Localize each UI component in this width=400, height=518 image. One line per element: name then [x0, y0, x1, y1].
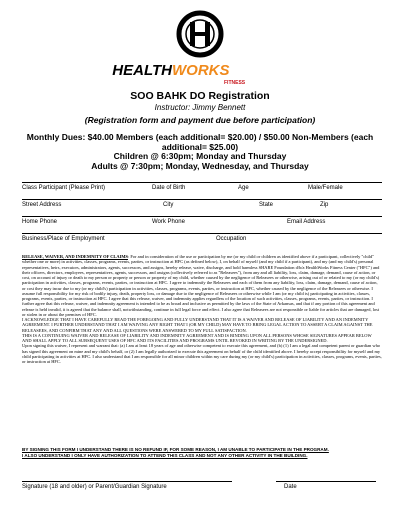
email-label: Email Address: [287, 219, 326, 225]
city-label: City: [163, 202, 174, 208]
waiver-body: : For and in consideration of the use or participation by me (or my child or children as identified above if a participant, collectively "child" whether one or more) in activities, classes, programs, events, parties, or instruction at HFC (as defined below), I, on behalf of myself (and my child if a participant), and my (and my child's) personal representatives, heirs, executors, administrators, agents, successors, and assigns, hereby release, waive, discharge, and hold harmless SHARE Foundation d/b/a HealthWorks Fitness Center ("HFC") and their officers, directors, employees, representatives, agents, successors, and assigns (collectively referred to as "Releasees"), from any and all liability, loss, claim, damage, demand, cause of action, or cost, on account of injury or death to my person or property or person or property of my child, whether caused by the negligence of Releasees or otherwise, arising out of or related to my (or my child's) participation in activities, classes, programs, events, parties, or instruction at HFC. I agree to indemnify the Releasees and each of them from any liability, loss, claim, damage, demand, cause of action, or cost they may incur due to my (or my child's) participation in activities, classes, programs, events, parties, or instruction at HFC, whether caused by the negligence of the Releasees or otherwise. I assume full responsibility for my risk of bodily injury, death, property loss, or damage due to the negligence of Releasees or otherwise while I am (or my child is) participating in activities, classes, programs, events, parties, or instruction at HFC. I agree that this release, waiver, and indemnity applies regardless of the location of such activities, classes, programs, events, parties, or instruction. I further agree that this release, waiver, and indemnity agreement is intended to be as broad and inclusive as permitted by the laws of the State of Arkansas, and that if any portion of this agreement and release is held invalid, it is agreed that the balance shall, notwithstanding, continue in full legal force and effect. I also agree that Releasees are not responsible or liable for articles that are damaged, lost or stolen in or about the premises of HFC.: [22, 254, 380, 317]
gender-label: Male/Female: [308, 185, 343, 191]
dues-line-2: additional= $25.00): [161, 141, 239, 152]
date-label: Date: [284, 484, 297, 490]
logo-wordmark-right: WORKS: [172, 62, 230, 79]
zip-label: Zip: [320, 202, 329, 208]
instructor-name: Instructor: Jimmy Bennett: [154, 103, 246, 112]
age-label: Age: [238, 185, 249, 191]
waiver-heading: RELEASE, WAIVER, AND INDEMNITY OF CLAIMS: [22, 254, 128, 259]
participant-label: Class Participant (Please Print): [22, 185, 106, 191]
refund-notice: [22, 447, 382, 459]
waiver-paragraph-2: I ACKNOWLEDGE THAT I HAVE CAREFULLY READ THE FOREGOING AND FULLY UNDERSTAND THAT IT IS A WAIVER AND RELEASE OF LIABILITY AND AN INDEMNITY AGREEMENT. I FURTHER UNDERSTAND THAT I AM WAIVING ANY RIGHT THAT I (OR MY CHILD) MAY HAVE TO BRING LEGAL ACTION TO ASSERT A CLAIM AGAINST THE RELEASEES, AND CONFIRM THAT ANY AND ALL QUESTIONS WERE ANSWERED TO MY FULL SATISFACTION.: [22, 317, 373, 333]
healthworks-logo: [0, 8, 400, 88]
logo-emblem: [179, 13, 221, 55]
occupation-label: Occupation: [216, 236, 247, 242]
registration-note: (Registration form and payment due before participation): [84, 115, 316, 125]
signature-label: Signature (18 and older) or Parent/Guardian Signature: [22, 484, 167, 490]
dues-block: [0, 133, 400, 171]
state-label: State: [259, 202, 274, 208]
waiver-paragraph-1: [22, 254, 382, 317]
waiver-paragraph-3: THIS IS A CONTINUING WAIVER AND RELEASE OF LIABILITY AND INDEMNITY AGREEMENT AND IS BINDING UPON ALL PERSONS WHOSE SIGNATURES APPEAR BELOW AND SHALL APPLY TO ALL SUBSEQUENT USES OF HFC AND ITS FACILITIES AND PROGRAMS UNTIL REVOKED IN WRITING BY THE UNDERSIGNED.: [22, 332, 372, 343]
dob-label: Date of Birth: [152, 185, 186, 191]
participant-line[interactable]: [22, 182, 382, 183]
employment-label: Business/Place of Employment: [22, 236, 105, 242]
adults-schedule: Adults @ 7:30pm; Monday, Wednesday, and Thursday: [91, 160, 309, 171]
logo-wordmark-left: HEALTH: [112, 62, 172, 79]
dues-line-1: Monthly Dues: $40.00 Members (each additional= $20.00) / $50.00 Non-Members (each: [26, 132, 374, 142]
employment-line[interactable]: [22, 233, 382, 234]
refund-notice-line-2: I ALSO UNDERSTAND I ONLY HAVE AUTHORIZATION TO ATTEND THIS CLASS AND NOT ANY OTHER ACTIVITY IN THE BUILDING.: [22, 453, 308, 458]
page-title: SOO BAHK DO Registration: [130, 90, 270, 102]
address-line[interactable]: [22, 199, 382, 200]
children-schedule: Children @ 6:30pm; Monday and Thursday: [113, 151, 287, 161]
date-line[interactable]: [276, 481, 376, 482]
street-label: Street Address: [22, 202, 62, 208]
work-phone-label: Work Phone: [152, 219, 185, 225]
refund-notice-line-1: BY SIGNING THIS FORM I UNDERSTAND THERE IS NO REFUND IF, FOR SOME REASON, I AM UNABLE TO PARTICIPATE IN THE PROGRAM.: [22, 447, 329, 452]
phone-line[interactable]: [22, 216, 382, 217]
logo-subtext: FITNESS: [224, 80, 246, 86]
waiver-paragraph-4: Upon signing this waiver, I represent and warrant that: (a) I am at least 18 years of age and otherwise competent to execute this agreement, and (b) (1) I am a legal and competent parent or guardian who has signed this agreement on mine and my child's behalf, or (2) I am legally authorized to execute this agreement on behalf of the child identified above. I hereby accept responsibility for myself and my child participating in activities at HFC. I also understand that I am responsible for all minor children within my care during my (or my child's) participation in activities, classes, programs, events, parties, or instruction at HFC.: [22, 343, 382, 364]
home-phone-label: Home Phone: [22, 219, 58, 225]
waiver-text: [22, 254, 382, 364]
signature-line[interactable]: [22, 481, 232, 482]
